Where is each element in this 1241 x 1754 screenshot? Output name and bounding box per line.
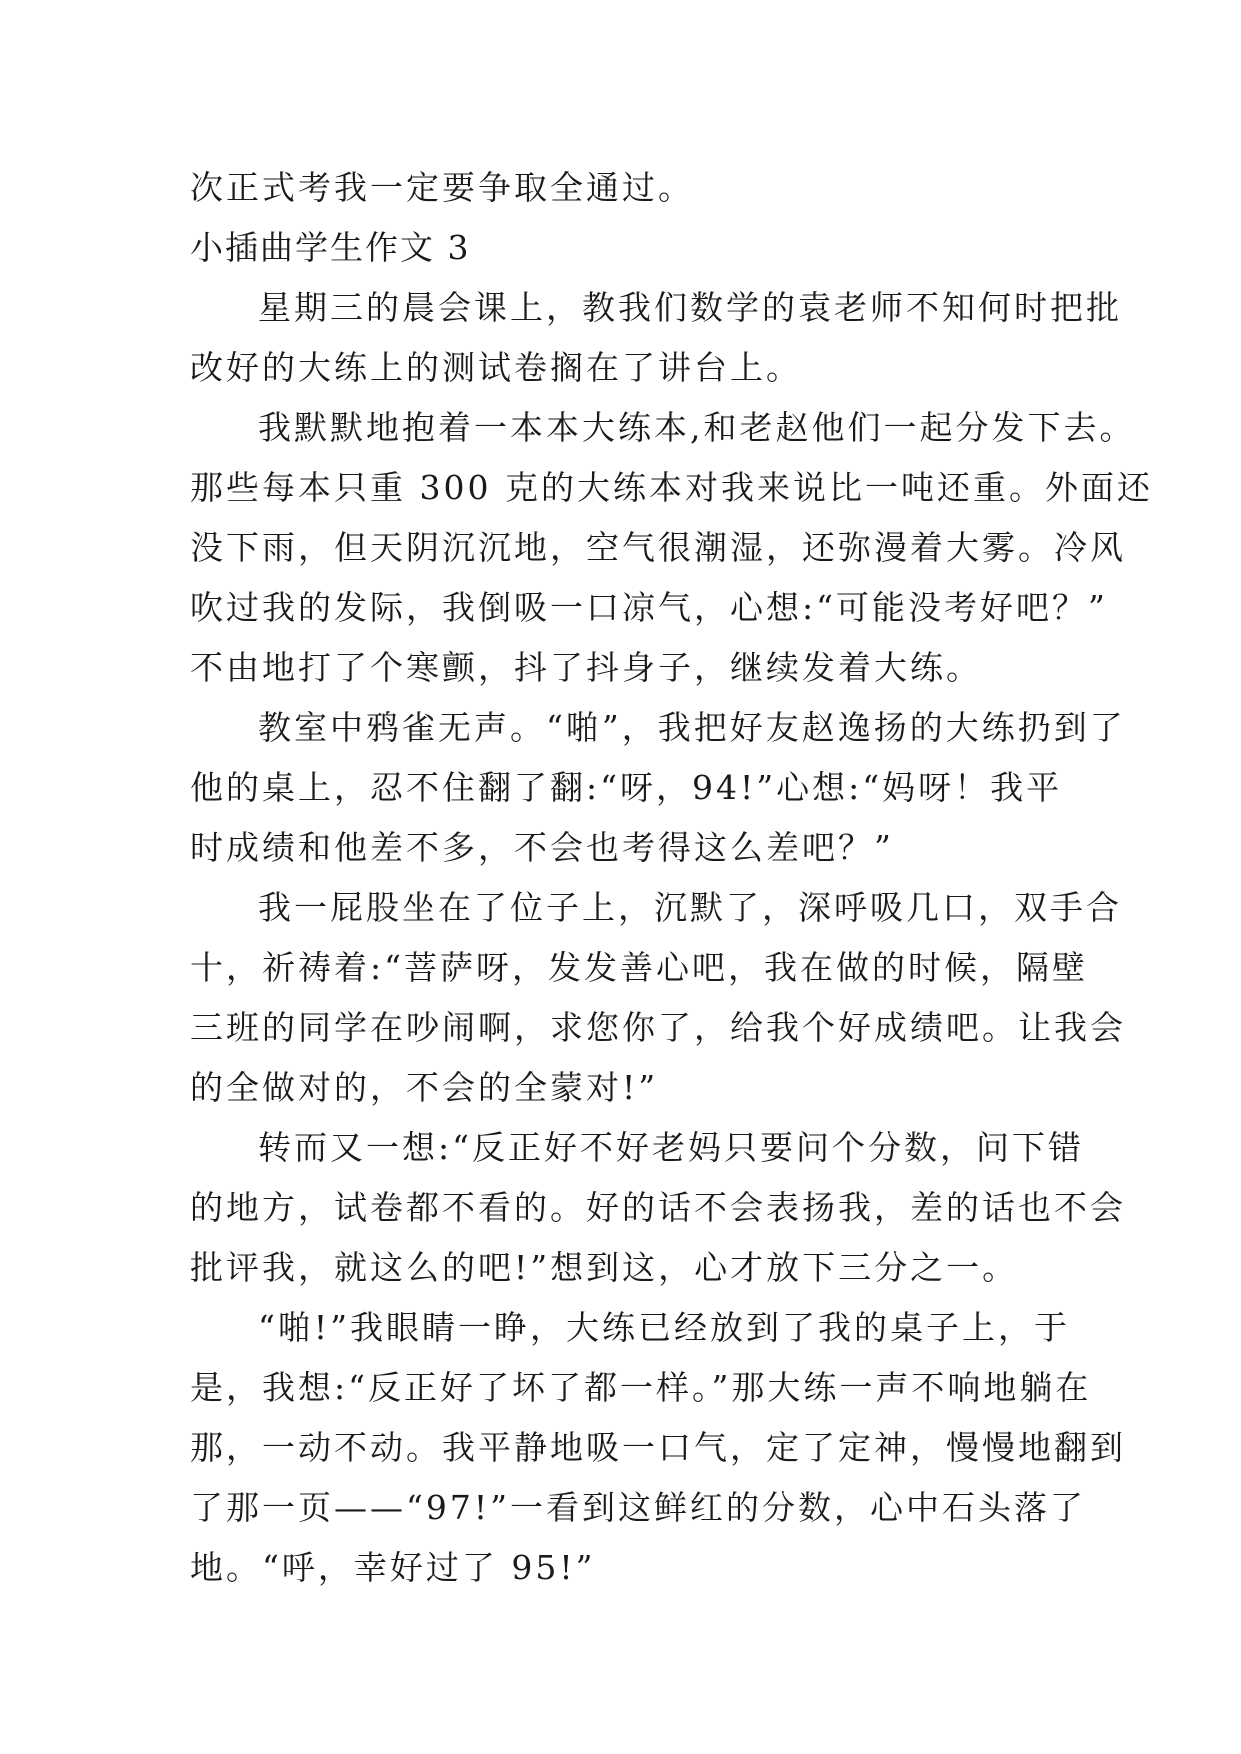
essay-text: [190, 278, 1153, 1598]
text-line: 他的桌上，忍不住翻了翻:“呀，94!”心想:“妈呀！我平: [190, 768, 1063, 807]
text-line: 改好的大练上的测试卷搁在了讲台上。: [190, 348, 802, 387]
text-line: 批评我，就这么的吧!”想到这，心才放下三分之一。: [190, 1248, 1019, 1287]
text-line: 的地方，试卷都不看的。好的话不会表扬我，差的话也不会: [190, 1188, 1126, 1227]
text-line: 转而又一想:“反正好不好老妈只要问个分数，问下错: [258, 1128, 1084, 1167]
text-line: 时成绩和他差不多，不会也考得这么差吧？”: [190, 828, 894, 867]
text-line: 那些每本只重 300 克的大练本对我来说比一吨还重。外面还: [190, 468, 1153, 507]
opening-line: 次正式考我一定要争取全通过。: [190, 168, 694, 207]
text-line: 没下雨，但天阴沉沉地，空气很潮湿，还弥漫着大雾。冷风: [190, 528, 1126, 567]
text-line: 我默默地抱着一本本大练本,和老赵他们一起分发下去。: [258, 408, 1136, 447]
text-line: 不由地打了个寒颤，抖了抖身子，继续发着大练。: [190, 648, 982, 687]
text-line: 那，一动不动。我平静地吸一口气，定了定神，慢慢地翻到: [190, 1428, 1126, 1467]
text-line: 三班的同学在吵闹啊，求您你了，给我个好成绩吧。让我会: [190, 1008, 1126, 1047]
text-line: 十，祈祷着:“菩萨呀，发发善心吧，我在做的时候，隔壁: [190, 948, 1088, 987]
text-line: 教室中鸦雀无声。“啪”，我把好友赵逸扬的大练扔到了: [258, 708, 1126, 747]
text-line: “啪!”我眼睛一睁，大练已经放到了我的桌子上，于: [258, 1308, 1071, 1347]
text-line: 了那一页——“97!”一看到这鲜红的分数，心中石头落了: [190, 1488, 1086, 1527]
text-line: 星期三的晨会课上，教我们数学的袁老师不知何时把批: [258, 288, 1122, 327]
text-line: 吹过我的发际，我倒吸一口凉气，心想:“可能没考好吧？”: [190, 588, 1108, 627]
essay-heading: 小插曲学生作文 3: [190, 228, 471, 267]
document-body: [190, 158, 1153, 1598]
text-line: 地。“呼，幸好过了 95!”: [190, 1548, 596, 1587]
text-line: 是，我想:“反正好了坏了都一样。”那大练一声不响地躺在: [190, 1368, 1092, 1407]
text-line: 我一屁股坐在了位子上，沉默了，深呼吸几口，双手合: [258, 888, 1122, 927]
text-line: 的全做对的，不会的全蒙对!”: [190, 1068, 659, 1107]
